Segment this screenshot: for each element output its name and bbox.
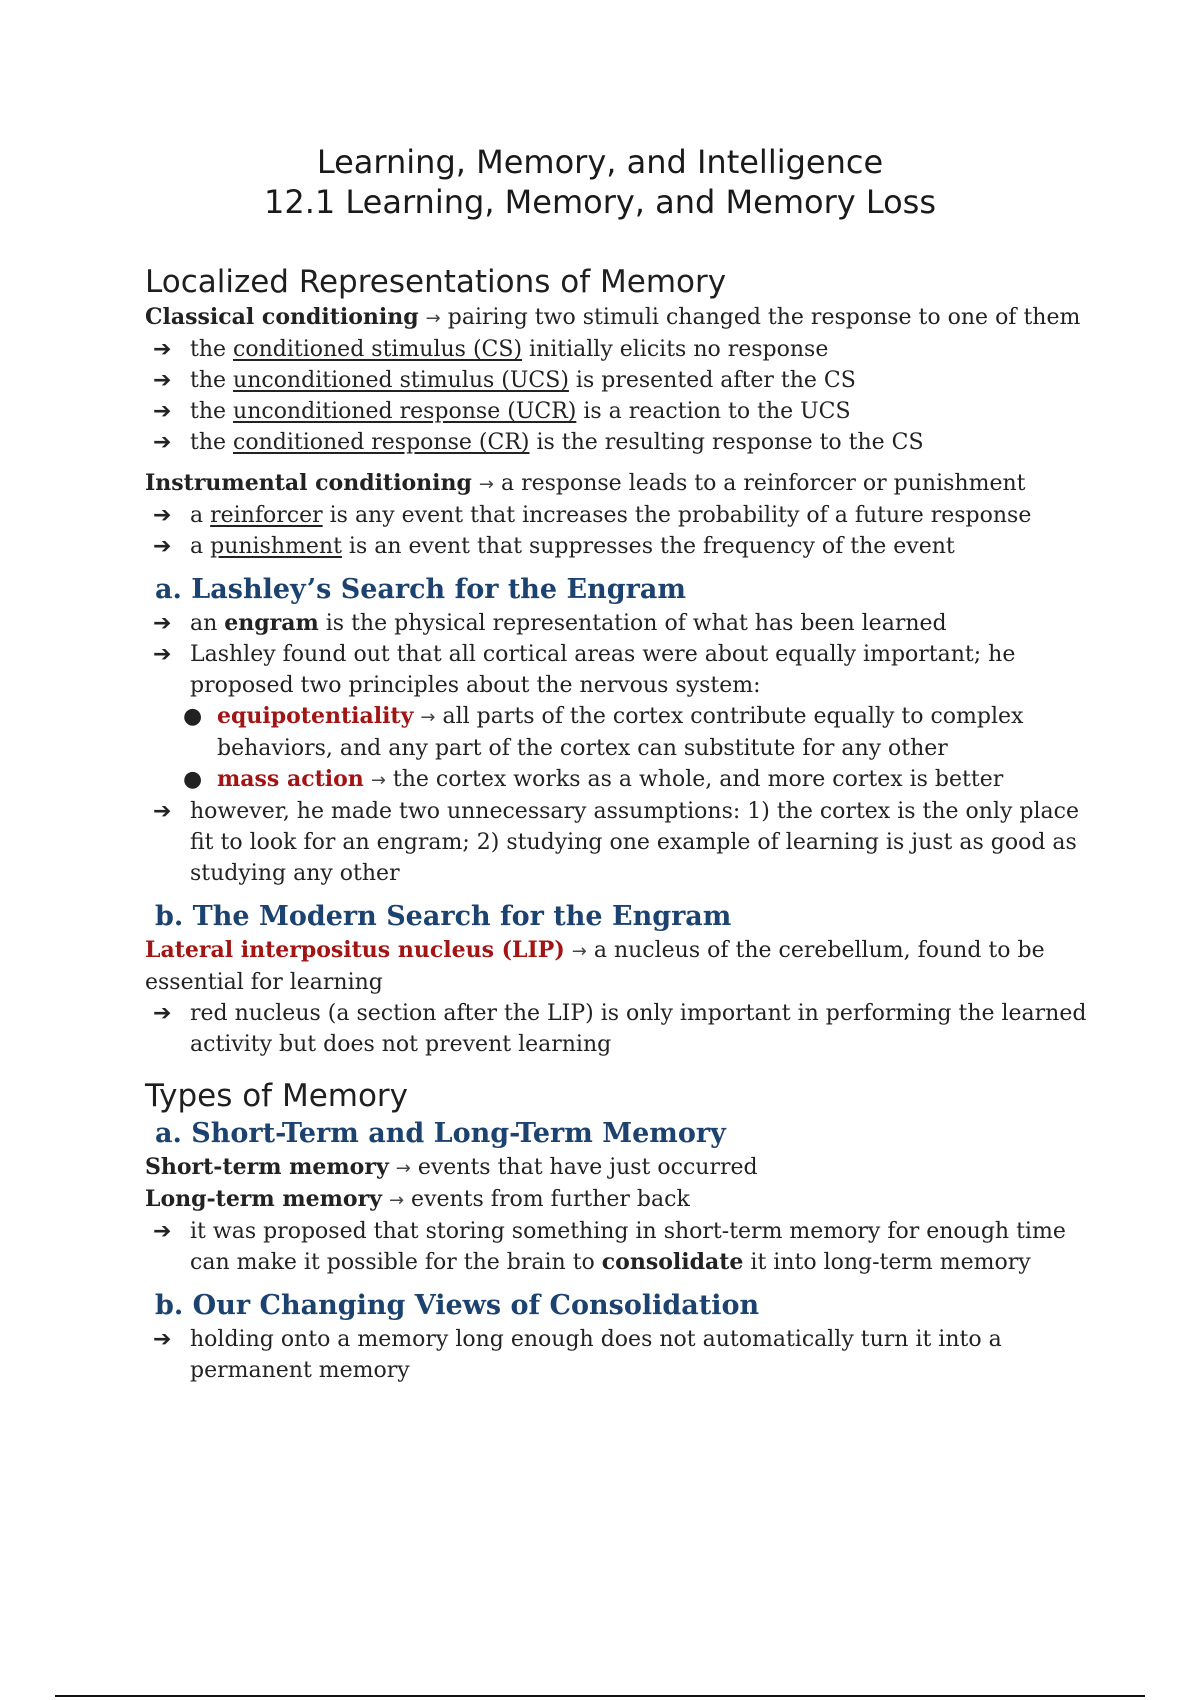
arrow-icon: ➔ <box>153 611 172 636</box>
item-text: a <box>190 534 211 559</box>
to-arrow-icon: → <box>370 770 386 791</box>
arrow-icon: ➔ <box>153 503 172 528</box>
document-body <box>145 262 1095 1386</box>
subheading-stlt: a. Short-Term and Long-Term Memory <box>155 1118 726 1149</box>
to-arrow-icon: → <box>395 1158 411 1179</box>
underlined-term: unconditioned stimulus (UCS) <box>233 368 569 393</box>
definition-text: a nucleus of the cerebellum, found to be essential for learning <box>145 938 1045 995</box>
bullet-item <box>145 764 1095 796</box>
item-text: red nucleus (a section after the LIP) is only important in performing the learned activity but does not prevent learning <box>190 1001 1087 1057</box>
red-term: mass action <box>217 766 364 792</box>
item-text: the cortex works as a whole, and more cortex is better <box>392 767 1004 792</box>
definition-instrumental <box>145 468 1095 500</box>
arrow-icon: ➔ <box>153 399 172 424</box>
list-item <box>145 365 1095 396</box>
term: Classical conditioning <box>145 304 419 330</box>
section-heading-localized: Localized Representations of Memory <box>145 264 727 300</box>
subheading-consolidation: b. Our Changing Views of Consolidation <box>155 1290 760 1321</box>
underlined-term: reinforcer <box>210 503 323 528</box>
to-arrow-icon: → <box>425 308 441 329</box>
subheading-lashley: a. Lashley’s Search for the Engram <box>155 574 686 605</box>
item-text: holding onto a memory long enough does not automatically turn it into a permanent memory <box>190 1327 1002 1383</box>
item-text: it was proposed that storing something in short-term memory for enough time can make it possible for the brain to <box>190 1219 1066 1275</box>
item-text: is an event that suppresses the frequency of the event <box>341 534 955 559</box>
definition-lip <box>145 935 1095 998</box>
subheading-modern: b. The Modern Search for the Engram <box>155 901 732 932</box>
underlined-term: unconditioned response (UCR) <box>233 399 577 424</box>
definition-classical <box>145 302 1095 334</box>
list-item <box>145 500 1095 531</box>
list-item <box>145 608 1095 639</box>
definition-short-term <box>145 1152 1095 1184</box>
red-term: Lateral interpositus nucleus (LIP) <box>145 937 565 963</box>
definition-text: events from further back <box>411 1187 690 1212</box>
arrow-icon: ➔ <box>153 1001 172 1026</box>
item-text: the <box>190 399 234 424</box>
item-text: is the resulting response to the CS <box>529 430 924 455</box>
term: Long-term memory <box>145 1186 382 1212</box>
list-item <box>145 1324 1095 1386</box>
item-text: all parts of the cortex contribute equally to complex behaviors, and any part of the cortex can substitute for any other <box>217 704 1024 761</box>
definition-text: a response leads to a reinforcer or punishment <box>500 471 1026 496</box>
arrow-icon: ➔ <box>153 534 172 559</box>
list-item <box>145 998 1095 1060</box>
item-text: a <box>190 503 211 528</box>
item-text: an <box>190 611 225 636</box>
term: Instrumental conditioning <box>145 470 472 496</box>
item-text: is the physical representation of what has been learned <box>318 611 947 636</box>
to-arrow-icon: → <box>478 474 494 495</box>
item-text: however, he made two unnecessary assumptions: 1) the cortex is the only place fit to look for an engram; 2) studying one example of learning is just as good as studying any other <box>190 799 1079 886</box>
to-arrow-icon: → <box>571 941 587 962</box>
list-item <box>145 396 1095 427</box>
item-text: initially elicits no response <box>522 337 829 362</box>
bullet-icon: ● <box>183 767 203 792</box>
underlined-term: conditioned stimulus (CS) <box>233 337 523 362</box>
item-text: Lashley found out that all cortical areas were about equally important; he proposed two principles about the nervous system: <box>190 642 1016 698</box>
item-text: the <box>190 368 234 393</box>
section-heading-types: Types of Memory <box>145 1078 409 1114</box>
list-item <box>145 639 1095 701</box>
definition-text: events that have just occurred <box>417 1155 758 1180</box>
item-text: the <box>190 337 234 362</box>
footer-divider <box>55 1695 1145 1697</box>
item-text: is any event that increases the probability of a future response <box>322 503 1032 528</box>
term: Short-term memory <box>145 1154 389 1180</box>
list-item <box>145 796 1095 889</box>
arrow-icon: ➔ <box>153 337 172 362</box>
arrow-icon: ➔ <box>153 799 172 824</box>
item-text: is presented after the CS <box>568 368 856 393</box>
item-text: it into long-term memory <box>743 1250 1031 1275</box>
list-item <box>145 531 1095 562</box>
arrow-icon: ➔ <box>153 1327 172 1352</box>
definition-long-term <box>145 1184 1095 1216</box>
item-text: the <box>190 430 234 455</box>
bold-term: engram <box>224 610 319 636</box>
item-text: is a reaction to the UCS <box>576 399 851 424</box>
bullet-item <box>145 701 1095 764</box>
list-item <box>145 1216 1095 1278</box>
arrow-icon: ➔ <box>153 368 172 393</box>
red-term: equipotentiality <box>217 703 414 729</box>
arrow-icon: ➔ <box>153 430 172 455</box>
to-arrow-icon: → <box>388 1190 405 1211</box>
document-title: Learning, Memory, and Intelligence <box>316 143 884 181</box>
arrow-icon: ➔ <box>153 642 172 667</box>
title-block <box>0 142 1200 222</box>
list-item <box>145 334 1095 365</box>
bold-term: consolidate <box>601 1249 744 1275</box>
document-subtitle: 12.1 Learning, Memory, and Memory Loss <box>263 183 937 221</box>
definition-text: pairing two stimuli changed the response to one of them <box>447 305 1081 330</box>
underlined-term: punishment <box>210 534 342 559</box>
list-item <box>145 427 1095 458</box>
bullet-icon: ● <box>183 704 203 729</box>
underlined-term: conditioned response (CR) <box>233 430 530 455</box>
arrow-icon: ➔ <box>153 1219 172 1244</box>
to-arrow-icon: → <box>420 707 436 728</box>
